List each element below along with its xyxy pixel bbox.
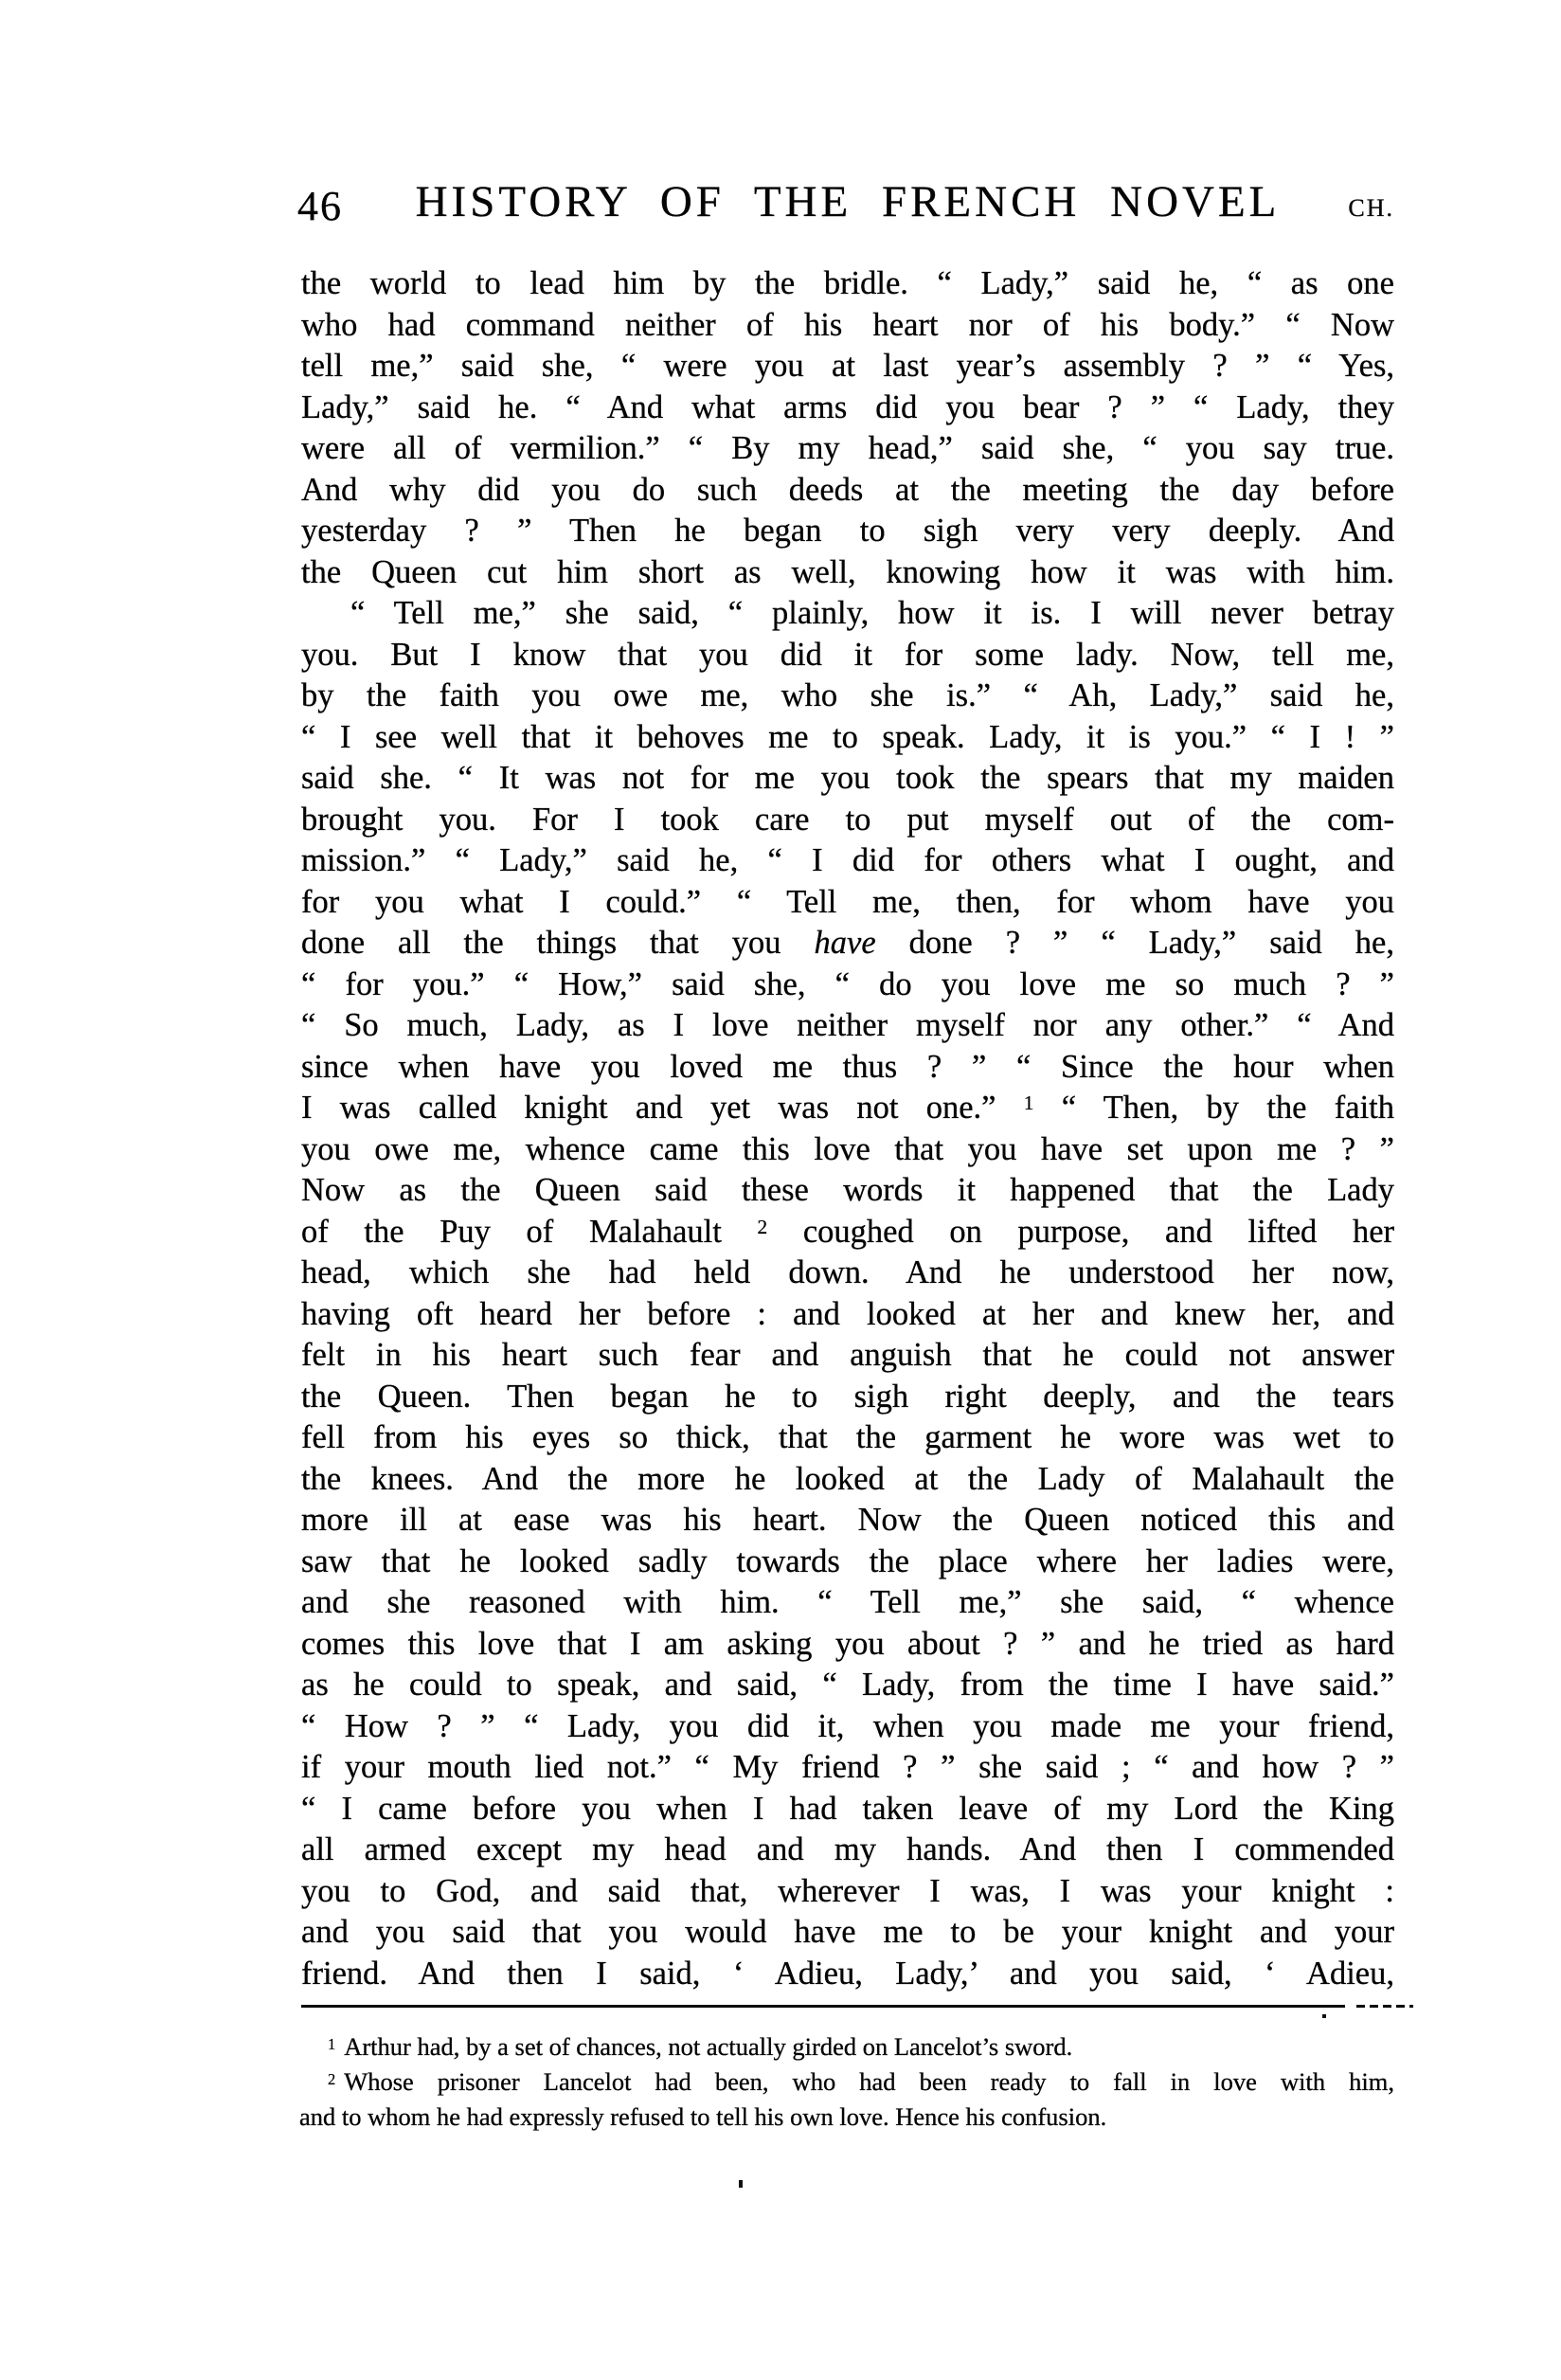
body-line: the Queen cut him short as well, knowing how it was with him. [301,553,1394,590]
body-line: Lady,” said he. “ And what arms did you bear ? ” “ Lady, they [301,388,1394,425]
body-line: you to God, and said that, wherever I was, I was your knight : [301,1872,1394,1909]
body-line: the Queen. Then began he to sigh right deeply, and the tears [301,1378,1394,1415]
body-line: And why did you do such deeds at the meeting the day before [301,471,1394,508]
footnote-rule-dashed-end [1356,2005,1413,2008]
body-line: brought you. For I took care to put myself out of the com- [301,801,1394,838]
body-line: fell from his eyes so thick, that the garment he wore was wet to [301,1419,1394,1455]
body-line: mission.” “ Lady,” said he, “ I did for others what I ought, and [301,842,1394,878]
body-line: since when have you loved me thus ? ” “ Since the hour when [301,1048,1394,1085]
body-line-segment: coughed on purpose, and lifted her [767,1213,1394,1250]
body-line: comes this love that I am asking you about ? ” and he tried as hard [301,1625,1394,1662]
body-line: having oft heard her before : and looked at her and knew her, and [301,1295,1394,1332]
body-line: if your mouth lied not.” “ My friend ? ” she said ; “ and how ? ” [301,1749,1394,1785]
body-line: Now as the Queen said these words it happened that the Lady [301,1172,1394,1208]
footnote-1-marker: 1 [328,2034,336,2053]
body-line: and she reasoned with him. “ Tell me,” she said, “ whence [301,1584,1394,1620]
italic-word: have [814,925,876,961]
body-line [301,923,1394,965]
scan-speck [739,2180,743,2188]
footnote-rule-solid [301,2005,1345,2008]
body-line: were all of vermilion.” “ By my head,” said she, “ you say true. [301,430,1394,466]
body-line: “ for you.” “ How,” said she, “ do you love me so much ? ” [301,965,1394,1002]
body-line [301,1212,1394,1253]
body-line: head, which she had held down. And he understood her now, [301,1254,1394,1290]
body-line: yesterday ? ” Then he began to sigh very very deeply. And [301,513,1394,549]
body-line [301,1088,1394,1129]
body-line-segment: I was called knight and yet was not one.” [301,1090,1024,1126]
footnote-1 [299,2029,1394,2064]
body-line-segment: of the Puy of Malahault [301,1213,758,1250]
body-line: the world to lead him by the bridle. “ Lady,” said he, “ as one [301,265,1394,301]
body-line: who had command neither of his heart nor of his body.” “ Now [301,306,1394,343]
body-line-paragraph-start: “ Tell me,” she said, “ plainly, how it is. I will never betray [350,595,1394,631]
footnotes [299,2029,1394,2135]
body-line: for you what I could.” “ Tell me, then, for whom have you [301,883,1394,920]
footnote-rule [301,2005,1413,2009]
body-line: tell me,” said she, “ were you at last year’s assembly ? ” “ Yes, [301,348,1394,384]
body-line: friend. And then I said, ‘ Adieu, Lady,’ and you said, ‘ Adieu, [301,1955,1394,1992]
body-line: you owe me, whence came this love that you have set upon me ? ” [301,1130,1394,1167]
body-line: “ So much, Lady, as I love neither myself nor any other.” “ And [301,1007,1394,1043]
running-title: HISTORY OF THE FRENCH NOVEL [415,177,1281,226]
footnote-2-line-2: and to whom he had expressly refused to tell his own love. Hence his confusion. [299,2102,1107,2131]
body-line: “ I see well that it behoves me to speak. Lady, it is you.” “ I ! ” [301,718,1394,755]
body-line: “ I came before you when I had taken leave of my Lord the King [301,1790,1394,1827]
footnote-1-text: Arthur had, by a set of chances, not actually girded on Lancelot’s sword. [344,2032,1073,2061]
footnote-2-marker: 2 [328,2069,336,2088]
body-line: said she. “ It was not for me you took the spears that my maiden [301,760,1394,796]
body-line: all armed except my head and my hands. And then I commended [301,1831,1394,1867]
body-line: “ How ? ” “ Lady, you did it, when you made me your friend, [301,1707,1394,1744]
footnote-2-line-1 [299,2064,1394,2100]
body-line: by the faith you owe me, who she is.” “ Ah, Lady,” said he, [301,677,1394,713]
body-line-segment: done all the things that you [301,925,815,961]
body-text [301,263,1394,1994]
page-number: 46 [297,183,343,229]
scan-speck [1322,2014,1326,2018]
footnote-2-text: Whose prisoner Lancelot had been, who had been ready to fall in love with him, [344,2067,1394,2096]
running-head [297,176,1394,229]
body-line: as he could to speak, and said, “ Lady, from the time I have said.” [301,1667,1394,1703]
chapter-mark: CH. [1348,194,1394,222]
footnote-ref-1: 1 [1023,1091,1034,1115]
body-line: the knees. And the more he looked at the Lady of Malahault the [301,1460,1394,1497]
body-line-segment: “ Then, by the faith [1033,1090,1394,1126]
body-line: you. But I know that you did it for some lady. Now, tell me, [301,636,1394,673]
body-line: more ill at ease was his heart. Now the Queen noticed this and [301,1502,1394,1538]
body-line: and you said that you would have me to be your knight and your [301,1914,1394,1950]
body-line: felt in his heart such fear and anguish that he could not answer [301,1337,1394,1373]
body-line-segment: done ? ” “ Lady,” said he, [875,925,1394,961]
body-line: saw that he looked sadly towards the place where her ladies were, [301,1542,1394,1579]
footnote-ref-2: 2 [757,1215,768,1238]
